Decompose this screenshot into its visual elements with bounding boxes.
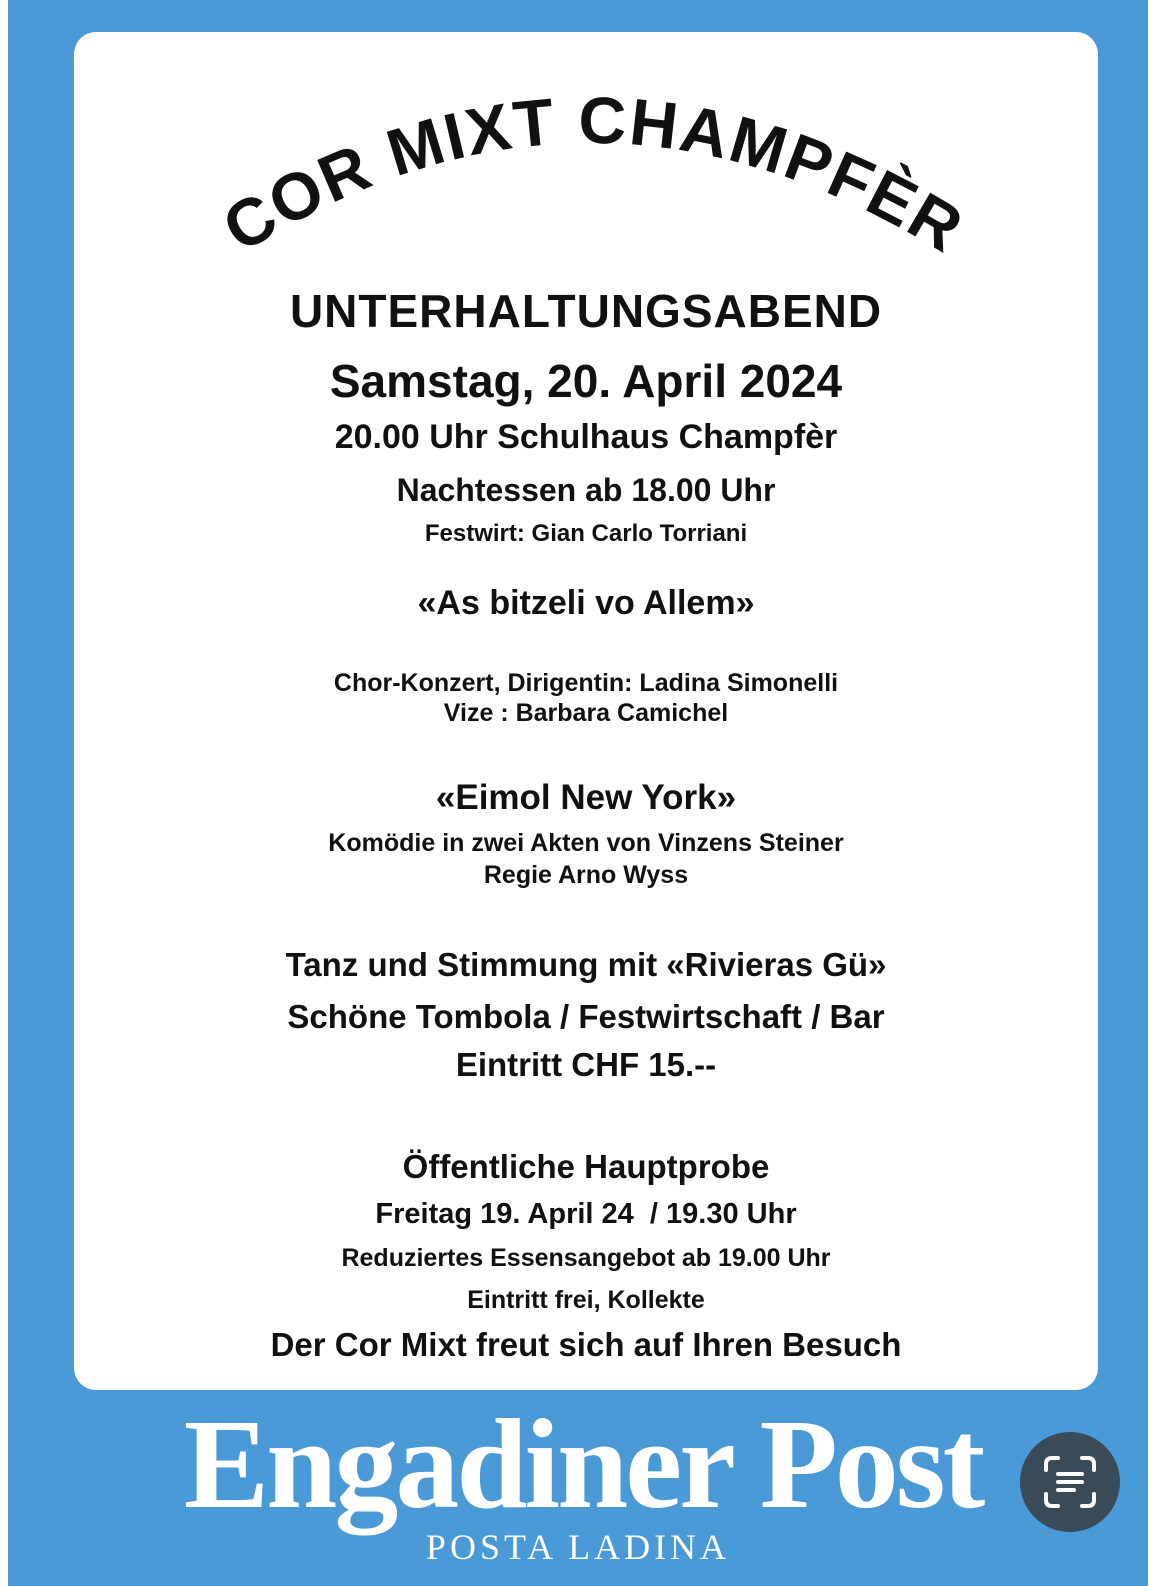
rehearsal-entry: Eintritt frei, Kollekte — [467, 1286, 705, 1314]
rehearsal-food: Reduziertes Essensangebot ab 19.00 Uhr — [341, 1244, 831, 1272]
dance-info: Tanz und Stimmung mit «Rivieras Gü» — [285, 946, 887, 983]
masthead-title: Engadiner Post — [183, 1393, 983, 1535]
text-scan-button[interactable] — [1020, 1432, 1120, 1532]
concert-title: «As bitzeli vo Allem» — [417, 584, 755, 622]
concert-conductor: Chor-Konzert, Dirigentin: Ladina Simonelli — [333, 669, 839, 697]
rehearsal-date: Freitag 19. April 24 / 19.30 Uhr — [375, 1198, 797, 1230]
concert-vice: Vize : Barbara Camichel — [443, 699, 729, 727]
extras-info: Schöne Tombola / Festwirtschaft / Bar — [287, 998, 885, 1035]
play-title: «Eimol New York» — [435, 778, 737, 817]
svg-text:COR MIXT CHAMPFÈR — [210, 83, 976, 267]
event-title: UNTERHALTUNGSABEND — [289, 285, 883, 337]
closing-line: Der Cor Mixt freut sich auf Ihren Besuch — [270, 1326, 902, 1363]
newspaper-masthead — [8, 1393, 1148, 1568]
event-date: Samstag, 20. April 2024 — [329, 355, 843, 407]
host-info: Festwirt: Gian Carlo Torriani — [424, 520, 748, 547]
event-time-place: 20.00 Uhr Schulhaus Champfèr — [334, 418, 838, 456]
rehearsal-title: Öffentliche Hauptprobe — [402, 1148, 770, 1185]
play-director: Regie Arno Wyss — [483, 861, 689, 889]
text-scan-icon — [1042, 1454, 1098, 1510]
dinner-info: Nachtessen ab 18.00 Uhr — [396, 472, 776, 508]
choir-name: COR MIXT CHAMPFÈR — [210, 82, 977, 267]
poster-card — [74, 32, 1098, 1390]
masthead-subtitle: POSTA LADINA — [425, 1527, 731, 1567]
play-description: Komödie in zwei Akten von Vinzens Steiner — [328, 829, 844, 857]
entry-price: Eintritt CHF 15.-- — [455, 1046, 717, 1083]
poster-frame — [8, 0, 1148, 1586]
